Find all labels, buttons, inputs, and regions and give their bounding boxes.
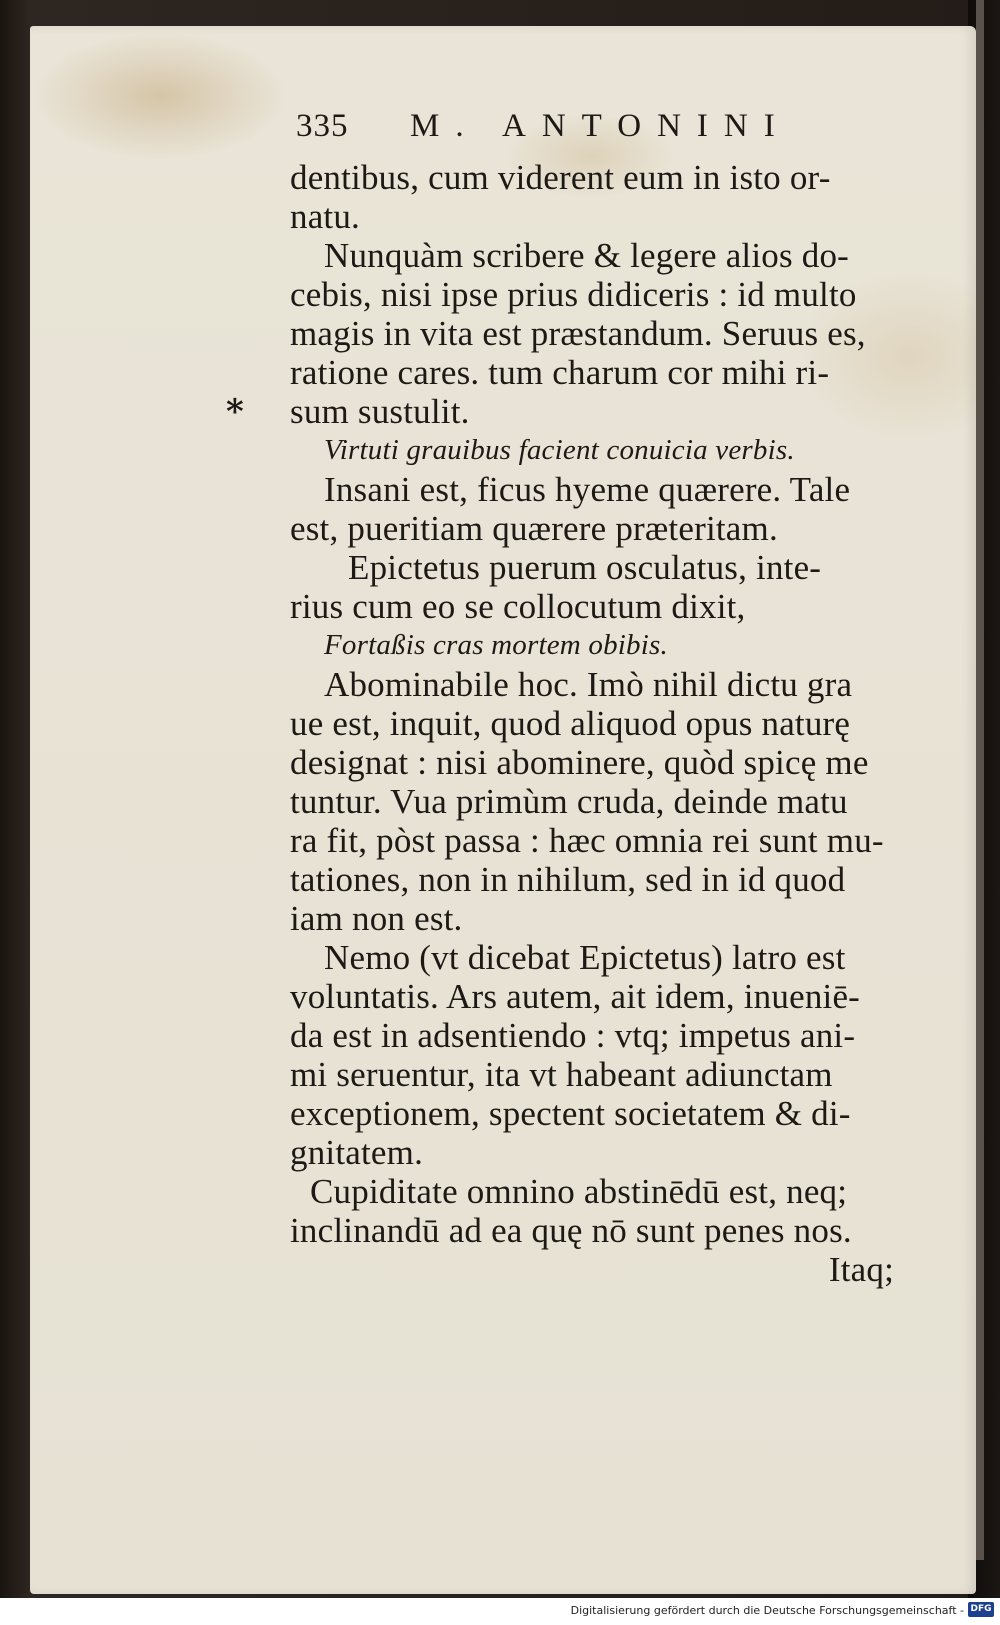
text-line: mi seruentur, ita vt habeant adiunctam (290, 1055, 833, 1094)
text-line: tationes, non in nihilum, sed in id quod (290, 860, 846, 899)
dfg-logo: DFG (968, 1602, 994, 1617)
text-line: voluntatis. Ars autem, ait idem, inueniē- (290, 977, 861, 1016)
margin-asterisk: * (226, 392, 244, 432)
running-title: M. ANTONINI (410, 108, 791, 144)
text-line: rius cum eo se collocutum dixit, (290, 587, 746, 626)
text-line: ue est, inquit, quod aliquod opus naturę (290, 704, 851, 743)
verse-line: Fortaßis cras mortem obibis. (324, 629, 668, 661)
text-line: Nunquàm scribere & legere alios do- (324, 236, 850, 275)
running-head (290, 108, 910, 158)
text-line: Abominabile hoc. Imò nihil dictu gra (324, 665, 853, 704)
text-line: da est in adsentiendo : vtq; impetus ani- (290, 1016, 856, 1055)
verse-line: Virtuti grauibus facient conuicia verbis. (324, 434, 795, 466)
text-line: Insani est, ficus hyeme quærere. Tale (324, 470, 851, 509)
text-line: Cupiditate omnino abstinēdū est, neq; (310, 1172, 848, 1211)
text-line: magis in vita est præstandum. Seruus es, (290, 314, 866, 353)
text-line: est, pueritiam quærere præteritam. (290, 509, 778, 548)
text-line: Nemo (vt dicebat Epictetus) latro est (324, 938, 846, 977)
text-line: tuntur. Vua primùm cruda, deinde matu (290, 782, 848, 821)
text-line: exceptionem, spectent societatem & di- (290, 1094, 851, 1133)
page-number: 335 (296, 108, 349, 144)
page-text (290, 108, 930, 1289)
text-line: iam non est. (290, 899, 463, 938)
text-line: dentibus, cum viderent eum in isto or- (290, 158, 831, 197)
funding-credit: Digitalisierung gefördert durch die Deutsche Forschungsgemeinschaft - (570, 1604, 964, 1617)
text-line: inclinandū ad ea quę nō sunt penes nos. (290, 1211, 852, 1250)
text-line: Epictetus puerum osculatus, inte- (348, 548, 822, 587)
catchword: Itaq; (828, 1250, 894, 1289)
text-line: gnitatem. (290, 1133, 424, 1172)
text-line: ra fit, pòst passa : hæc omnia rei sunt mu- (290, 821, 884, 860)
spine-edge (976, 0, 984, 1560)
text-line: natu. (290, 197, 361, 236)
text-line: designat : nisi abominere, quòd spicę me (290, 743, 869, 782)
text-line: sum sustulit. (290, 392, 470, 431)
text-line: cebis, nisi ipse prius didiceris : id multo (290, 275, 857, 314)
text-line: ratione cares. tum charum cor mihi ri- (290, 353, 830, 392)
